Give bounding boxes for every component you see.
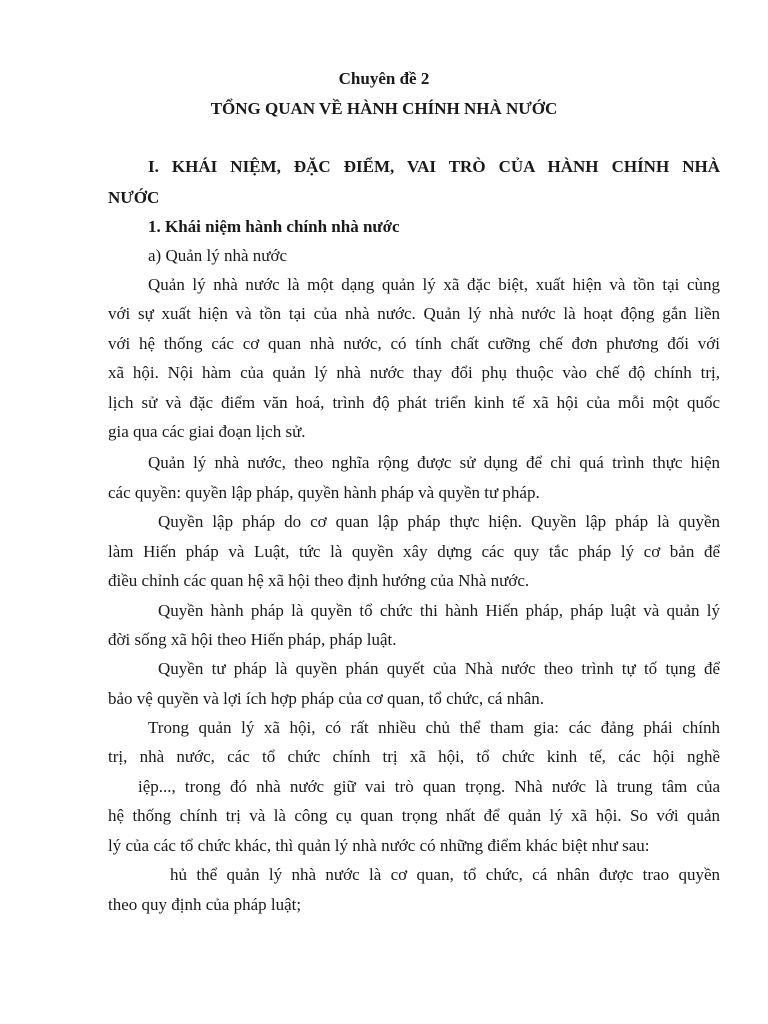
paragraph-line: làm Hiến pháp và Luật, tức là quyền xây dựng các quy tắc pháp lý cơ bản để [108, 542, 720, 561]
paragraph-line: lịch sử và đặc điểm văn hoá, trình độ phát triển kinh tế xã hội của mỗi một quốc [108, 393, 720, 412]
paragraph-line: Quyền tư pháp là quyền phán quyết của Nhà nước theo trình tự tố tụng để [158, 659, 720, 678]
paragraph-line: Quyền hành pháp là quyền tổ chức thi hành Hiến pháp, pháp luật và quản lý [158, 601, 720, 620]
paragraph-line: với hệ thống các cơ quan nhà nước, có tính chất cưỡng chế đơn phương đối với [108, 334, 720, 353]
paragraph-line: hủ thể quản lý nhà nước là cơ quan, tổ chức, cá nhân được trao quyền [170, 865, 720, 884]
paragraph-line: hệ thống chính trị và là công cụ quan trọng nhất để quản lý xã hội. So với quản [108, 806, 720, 825]
paragraph-line: điều chỉnh các quan hệ xã hội theo định hướng của Nhà nước. [108, 571, 530, 590]
subsection-heading: 1. Khái niệm hành chính nhà nước [148, 217, 400, 236]
paragraph-line: lý của các tổ chức khác, thì quản lý nhà nước có những điểm khác biệt như sau: [108, 836, 650, 855]
item-heading: a) Quản lý nhà nước [148, 246, 288, 265]
section-heading-line-2: NƯỚC [108, 188, 160, 207]
chapter-label: Chuyên đề 2 [338, 69, 430, 88]
paragraph-line: iệp..., trong đó nhà nước giữ vai trò quan trọng. Nhà nước là trung tâm của [138, 777, 720, 796]
paragraph-line: các quyền: quyền lập pháp, quyền hành pháp và quyền tư pháp. [108, 483, 540, 502]
paragraph-line: với sự xuất hiện và tồn tại của nhà nước. Quản lý nhà nước là hoạt động gắn liền [108, 304, 720, 323]
paragraph-line: Quản lý nhà nước là một dạng quản lý xã đặc biệt, xuất hiện và tồn tại cùng [148, 275, 720, 294]
paragraph-line: Quản lý nhà nước, theo nghĩa rộng được sử dụng để chỉ quá trình thực hiện [148, 453, 720, 472]
section-heading-line-1: I. KHÁI NIỆM, ĐẶC ĐIỂM, VAI TRÒ CỦA HÀNH CHÍNH NHÀ [148, 157, 720, 176]
paragraph-line: đời sống xã hội theo Hiến pháp, pháp luật. [108, 630, 397, 649]
paragraph-line: Quyền lập pháp do cơ quan lập pháp thực hiện. Quyền lập pháp là quyền [158, 512, 720, 531]
paragraph-line: gia qua các giai đoạn lịch sử. [108, 422, 306, 441]
paragraph-line: trị, nhà nước, các tổ chức chính trị xã hội, tổ chức kinh tế, các hội nghề [108, 747, 720, 766]
paragraph-line: Trong quản lý xã hội, có rất nhiều chủ thể tham gia: các đảng phái chính [148, 718, 720, 737]
page-title: TỔNG QUAN VỀ HÀNH CHÍNH NHÀ NƯỚC [210, 99, 558, 118]
paragraph-line: xã hội. Nội hàm của quản lý nhà nước thay đổi phụ thuộc vào chế độ chính trị, [108, 363, 720, 382]
paragraph-line: bảo vệ quyền và lợi ích hợp pháp của cơ quan, tổ chức, cá nhân. [108, 689, 545, 708]
paragraph-line: theo quy định của pháp luật; [108, 895, 302, 914]
